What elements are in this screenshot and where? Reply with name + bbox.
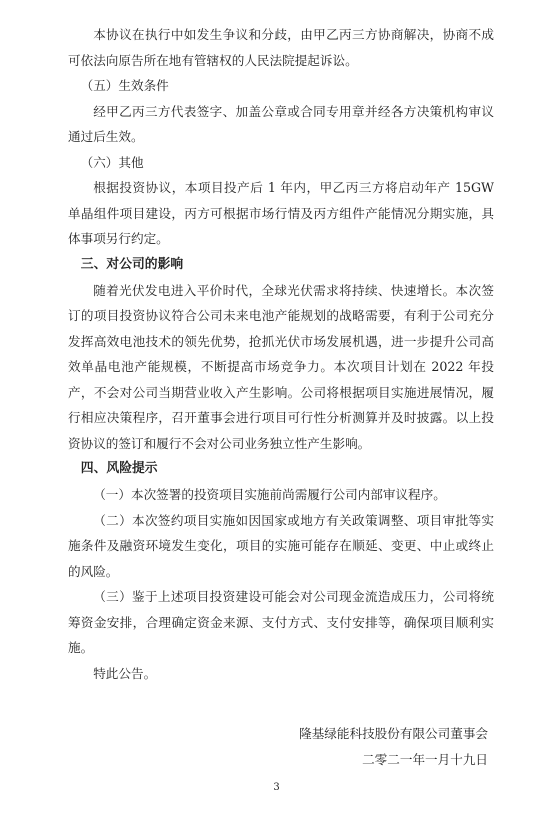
dispute-resolution-paragraph: 本协议在执行中如发生争议和分歧，由甲乙丙三方协商解决，协商不成可依法向原告所在地有管辖权的人民法院提起诉讼。	[68, 27, 494, 68]
document-page	[68, 22, 494, 772]
heading-impact: 三、对公司的影响	[80, 256, 184, 272]
effective-conditions-paragraph: 经甲乙丙三方代表签字、加盖公章或合同专用章并经各方决策机构审议通过后生效。	[68, 103, 494, 144]
risk-item-1: （一）本次签署的投资项目实施前尚需履行公司内部审议程序。	[93, 487, 446, 502]
section-effective-conditions: （五）生效条件	[80, 78, 169, 93]
signature-company: 隆基绿能科技股份有限公司董事会	[299, 726, 488, 741]
page-number: 3	[273, 782, 280, 793]
impact-paragraph: 随着光伏发电进入平价时代，全球光伏需求将持续、快速增长。本次签订的项目投资协议符合公司未来电池产能规划的战略需要，有利于公司充分发挥高效电池技术的领先优势，抢抓光伏市场发展机遇，进一步提升公司高效单晶电池产能规模，不断提高市场竞争力。本次项目计划在 2022 年投产，不会对公司当期营业收入产生影响。公司将根据项目实施进展情况，履行相应决策程序，召开董事会进行项目可行性分析测算并及时披露。以上投资协议的签订和履行不会对公司业务独立性产生影响。	[68, 282, 494, 451]
heading-risk: 四、风险提示	[80, 461, 158, 476]
other-paragraph: 根据投资协议，本项目投产后 1 年内，甲乙丙三方将启动年产 15GW 单晶组件项目建设，丙方可根据市场行情及丙方组件产能情况分期实施，具体事项另行约定。	[68, 180, 494, 246]
section-other: （六）其他	[80, 154, 144, 170]
risk-item-3: （三）鉴于上述项目投资建设可能会对公司现金流造成压力，公司将统筹资金安排，合理确定资金来源、支付方式、支付安排等，确保项目顺利实施。	[68, 589, 494, 655]
closing-statement: 特此公告。	[93, 665, 157, 681]
signature-date: 二零二一年一月十九日	[362, 751, 488, 767]
risk-item-2: （二）本次签约项目实施如因国家或地方有关政策调整、项目审批等实施条件及融资环境发生变化，项目的实施可能存在顺延、变更、中止或终止的风险。	[68, 512, 494, 579]
